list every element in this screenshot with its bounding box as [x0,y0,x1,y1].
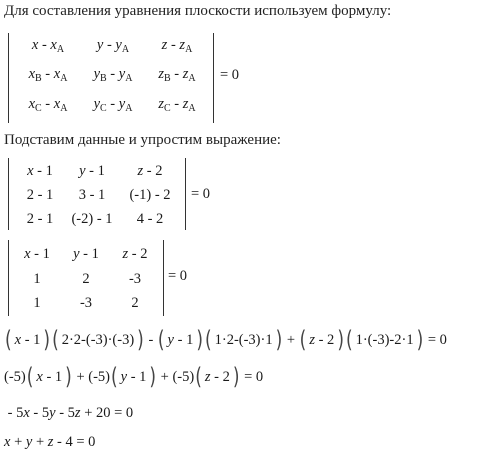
expansion-line [4,326,447,354]
matrix-cell: y - 1 [79,163,105,179]
operator: + [283,331,299,348]
matrix-cell: z - $z_A$ [161,37,193,55]
coef-3: + (-5) [157,368,195,385]
paren-close: ) [416,326,424,354]
matrix-cell: -3 [128,271,142,287]
paren-open: ( [299,326,307,354]
matrix-cell: 1 [33,295,41,311]
paren-open: ( [204,326,212,354]
matrix-cell: $y_B - y_A$ [93,66,133,84]
matrix-cell: y - $y_A$ [96,37,130,55]
paren-open: ( [52,326,59,354]
matrix-cell: 1 [33,271,41,287]
det-bar-left [8,33,9,123]
term-z: z - 2 [309,331,335,348]
formula-equals-zero: = 0 [220,67,240,83]
matrix-cell: x - $x_A$ [31,37,65,55]
intro-text: Для составления уравнения плоскости используем формулу: [4,3,392,19]
matrix-cell: 2 [131,295,139,311]
coef-2: + (-5) [72,368,110,385]
paren-close: ) [43,326,51,354]
term-y: y - 1 [167,331,194,348]
paren-open: ( [157,326,165,354]
minor-2: 1·2-(-3)·1 [214,331,273,348]
paren-open: ( [26,363,34,391]
term-x: x - 1 [14,331,41,348]
matrix-cell: x - 1 [27,163,53,179]
term-z: z - 2 [204,368,230,385]
paren-open: ( [5,326,12,354]
minor-3: 1·(-3)-2·1 [355,331,414,348]
expanded-equation: - 5 x - 5 y - 5 z + 20 = 0 [4,405,134,421]
det-bar-right [213,33,214,123]
paren-close: ) [149,363,157,391]
matrix-cell: 2 [82,271,90,287]
matrix-cell: x - 1 [24,246,50,262]
det-bar-right [163,240,164,316]
det-bar-right [185,158,186,230]
paren-close: ) [196,326,203,354]
paren-close: ) [137,326,144,354]
term-x: x - 1 [36,368,63,385]
det-bar-left [8,240,9,316]
paren-close: ) [232,363,240,391]
matrix-cell: 4 - 2 [136,211,164,227]
paren-open: ( [110,363,118,391]
matrix-cell: 2 - 1 [26,211,54,227]
simplified-equals-zero: = 0 [168,268,188,284]
equals-zero: = 0 [240,368,264,385]
paren-close: ) [65,363,72,391]
matrix-cell: (-1) - 2 [129,187,171,203]
matrix-cell: -3 [79,295,93,311]
term-y: y - 1 [120,368,147,385]
matrix-cell: $x_B - x_A$ [28,66,68,84]
matrix-cell: $x_C - x_A$ [28,96,68,114]
matrix-cell: (-2) - 1 [71,211,113,227]
paren-open: ( [195,363,202,391]
paren-close: ) [337,326,344,354]
operator: - [144,331,157,348]
paren-open: ( [345,326,353,354]
matrix-cell: y - 1 [73,246,99,262]
paren-close: ) [275,326,283,354]
det-bar-left [8,158,9,230]
coef-1: (-5) [4,368,26,385]
substituted-equals-zero: = 0 [191,186,211,202]
matrix-cell: $y_C - y_A$ [93,96,133,114]
matrix-cell: z - 2 [122,246,148,262]
minor-1: 2·2-(-3)·(-3) [61,331,135,348]
matrix-cell: $z_B - z_A$ [158,66,196,84]
matrix-cell: 3 - 1 [78,187,106,203]
final-plane-equation: x + y + z - 4 = 0 [4,434,96,450]
matrix-cell: $z_C - z_A$ [158,96,196,114]
matrix-cell: 2 - 1 [26,187,54,203]
equals-zero: = 0 [424,331,447,348]
coefficients-line [4,363,264,391]
substitute-text: Подставим данные и упростим выражение: [4,132,281,148]
matrix-cell: z - 2 [137,163,163,179]
